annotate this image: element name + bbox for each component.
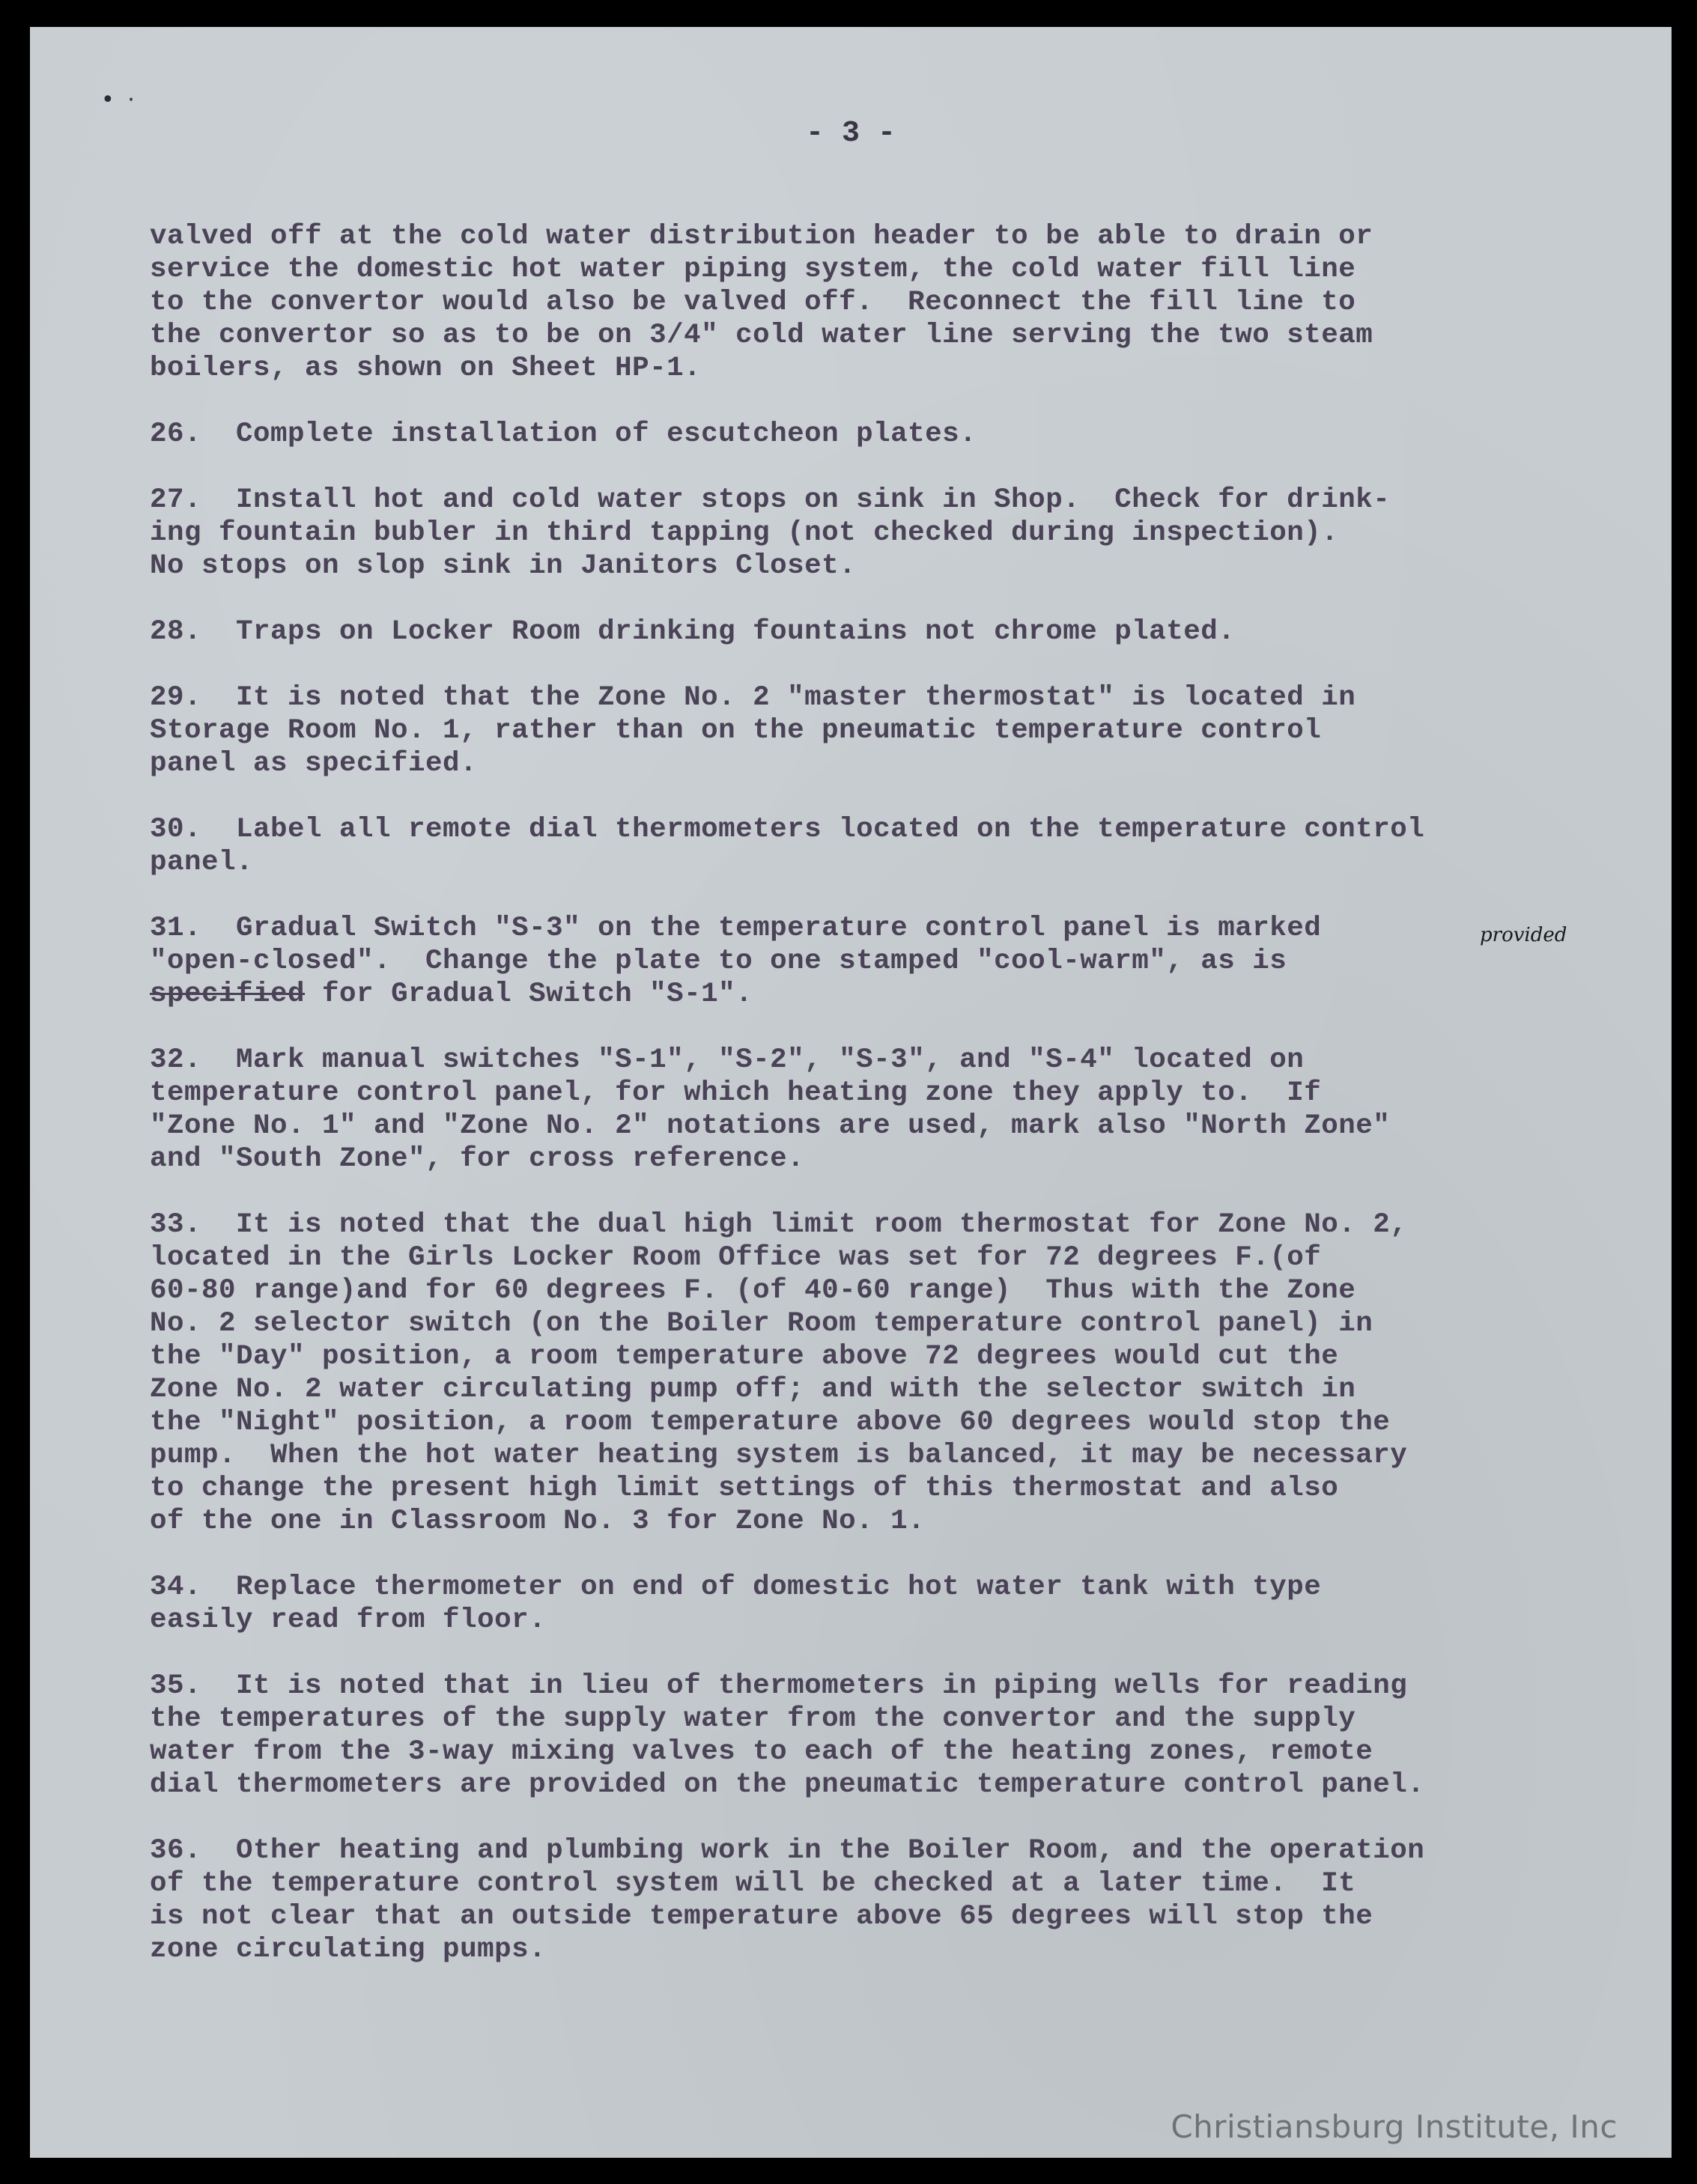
paragraph-32: 32. Mark manual switches "S-1", "S-2", "S-3", and "S-4" located on temperature control panel, for which heating zone they apply to. If "Zone No. 1" and "Zone No. 2" notations are used, mark also "North Zone" and "South Zone", for cross reference. (150, 1044, 1391, 1175)
paragraph-26: 26. Complete installation of escutcheon plates. (150, 419, 977, 450)
paragraph-27: 27. Install hot and cold water stops on sink in Shop. Check for drink- ing fountain bubler in third tapping (not checked during inspection). No stops on slop sink in Janitors Closet. (150, 484, 1391, 582)
paragraph-29: 29. It is noted that the Zone No. 2 "master thermostat" is located in Storage Room No. 1, rather than on the pneumatic temperature control panel as specified. (150, 682, 1356, 779)
paragraph-30: 30. Label all remote dial thermometers located on the temperature control panel. (150, 814, 1425, 878)
page-number: - 3 - (805, 117, 896, 150)
handwritten-annotation: provided (1480, 924, 1567, 946)
paragraph-31-text-b: for Gradual Switch "S-1". (305, 979, 753, 1010)
struck-word: specified (150, 979, 306, 1010)
paragraph-28: 28. Traps on Locker Room drinking fountains not chrome plated. (150, 616, 1236, 648)
paragraph-35: 35. It is noted that in lieu of thermometers in piping wells for reading the temperatures of the supply water from the convertor and the supply water from the 3-way mixing valves to each of the heating zones, remote dial thermometers are provided on the pneumatic temperature control panel. (150, 1670, 1425, 1801)
document-page (30, 27, 1672, 2158)
watermark: Christiansburg Institute, Inc (1171, 2108, 1618, 2145)
paragraph-33: 33. It is noted that the dual high limit room thermostat for Zone No. 2, located in the Girls Locker Room Office was set for 72 degrees F.(of 60-80 range)and for 60 degrees F. (of 40-60 range) Thus with the Zone No. 2 selector switch (on the Boiler Room temperature control panel) in the "Day" position, a room temperature above 72 degrees would cut the Zone No. 2 water circulating pump off; and with the selector switch in the "Night" position, a room temperature above 60 degrees would stop the pump. When the hot water heating system is balanced, it may be necessary to change the present high limit settings of this thermostat and also of the one in Classroom No. 3 for Zone No. 1. (150, 1209, 1408, 1537)
paragraph-34: 34. Replace thermometer on end of domestic hot water tank with type easily read from floor. (150, 1572, 1322, 1636)
corner-mark: • · (101, 87, 138, 113)
paragraph-25-continued: valved off at the cold water distribution header to be able to drain or service the domestic hot water piping system, the cold water fill line to the convertor would also be valved off. Reconnect the fill line to the convertor so as to be on 3/4" cold water line serving the two steam boilers, as shown on Sheet HP-1. (150, 221, 1373, 384)
paragraph-36: 36. Other heating and plumbing work in the Boiler Room, and the operation of the temperature control system will be checked at a later time. It is not clear that an outside temperature above 65 degrees will stop the zone circulating pumps. (150, 1835, 1425, 1965)
paragraph-31 (150, 912, 1633, 1011)
paragraph-31-text-a: 31. Gradual Switch "S-3" on the temperature control panel is marked "open-closed". Change the plate to one stamped "cool-warm", as is (150, 913, 1322, 977)
document-body (150, 220, 1633, 1999)
